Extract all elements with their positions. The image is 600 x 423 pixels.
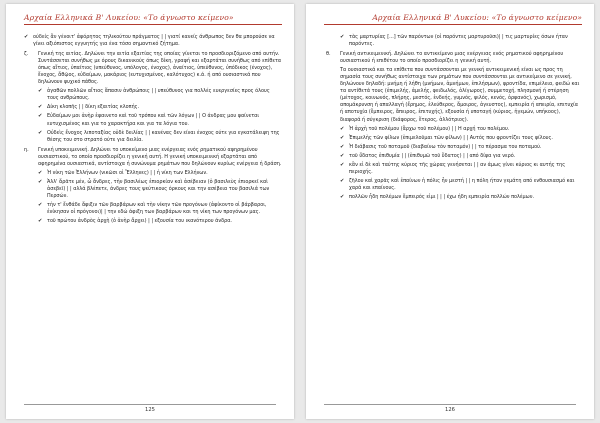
list-item: ✔ Δίκη κλοπῆς | | δίκη εξαιτίας κλοπής. bbox=[38, 104, 140, 111]
left-page-body bbox=[24, 34, 282, 227]
check-bullet-icon: ✔ bbox=[340, 143, 345, 150]
check-bullet-icon: ✔ bbox=[38, 129, 43, 136]
list-item: ✔ ἀγαθῶν πολλῶν αἴτιος ἅπασιν ἀνθρώποις | | υπεύθυνος για πολλές ευεργεσίες προς όλους τους ανθρώπους. bbox=[38, 88, 270, 102]
check-bullet-icon: ✔ bbox=[340, 125, 345, 132]
list-item: ✔ πολλῶν ἦδη πολέμων ἔμπειρός εἰμι | | | έχω ήδη εμπειρία πολλών πολέμων. bbox=[340, 193, 535, 200]
section-i-examples bbox=[24, 170, 282, 225]
section-i: η. Γενική υποκειμενική. Δηλώνει το υποκείμενο μιας ενέργειας ενός ρηματικού αφηρημένου ουσιαστικού, το οποίο προσδιορίζει η γενική αυτή. Η γενική υποκειμενική εξαρτάται από αφηρημένα ουσιαστικά, αντίστοιχα ή συνώνυμα ρημάτων που δηλώνουν κυρίως ενέργεια ή δράση. bbox=[24, 146, 282, 167]
page-number: 126 bbox=[324, 404, 576, 413]
list-item: ✔ Ἡ νίκη τῶν Ἑλλήνων (νικῶσι οἱ Ἕλληνες) | | ἡ νίκη των Ελλήνων. bbox=[38, 169, 208, 176]
check-bullet-icon: ✔ bbox=[340, 177, 345, 184]
check-bullet-icon: ✔ bbox=[340, 193, 345, 200]
list-item: ✔ τὴν τ' ἔνθάδε ἄφιξιν τῶν βαρβάρων καὶ τὴν νίκην τῶν προγόνων (ἀφίκοντο οἱ βάρβαροι, ἐνίκησαν οἱ πρόγονοι)| | την εδώ άφιξη των βαρβάρων και τη νίκη των προγόνων μας. bbox=[38, 201, 267, 216]
section-z: ζ. Γενική της αιτίας. Δηλώνει την αιτία εξαιτίας της οποίας γίνεται το προσδιοριζόμενο από αυτήν. Συντάσσεται συνήθως με όρους δικανικούς όπως δίκη, γραφή και εξαρτάται συνήθως από επίθετα όπως αἴτιος, ὑπαίτιος (υπεύθυνος, υπόλογος, ένοχος), ἀναίτιος, ὑπεύθυνος, ὑπόδικος (ένοχος), ἔνοχος, ἄθῷος, εὐδαίμων, μακάριος (ευτυχισμένος, καλότυχος) κ.ά. ή από ουσιαστικά που δηλώνουν ψυχικό πάθος. bbox=[24, 51, 282, 86]
check-bullet-icon: ✔ bbox=[340, 161, 345, 168]
list-item: ✔ κἂν εἰ δὲ καὶ ταύτης κύριος τῆς χώρας γενήσεται | | αν άμως γίνει κύριος κι αυτής της περιοχής. bbox=[340, 161, 566, 175]
check-bullet-icon: ✔ bbox=[340, 134, 345, 141]
check-bullet-icon: ✔ bbox=[340, 152, 345, 159]
check-bullet-icon: ✔ bbox=[38, 104, 43, 111]
check-bullet-icon: ✔ bbox=[38, 113, 43, 120]
check-bullet-icon: ✔ bbox=[38, 169, 43, 176]
list-item: ✔ Ἀλλ' ἄρᾶτε μέν, ὦ ἄνδρες, τὴν βασιλέως ἐπιορκίαν καὶ ἀσέβειαν (ὁ βασιλεὺς ἐπιορκεῖ καὶ ἀσεβεῖ) | | αλλά βλέπετε, άνδρες τους ψεύτικους όρκους και την ασέβεια του βασιλιά των Περσών. bbox=[38, 178, 270, 199]
check-bullet-icon: ✔ bbox=[38, 178, 43, 185]
list-item: ✔ Οὐδεὶς ἔνοχος λιποταξίας οὐδὲ δειλίας | | κανένας δεν είναι ένοχος ούτε για εγκατάλειψη της θέσης του στο στρατό ούτε για δειλία. bbox=[38, 129, 280, 143]
check-bullet-icon: ✔ bbox=[24, 34, 29, 40]
right-page bbox=[306, 4, 594, 419]
list-item: ✔ ζῆλου καὶ χαρᾶς καὶ ἐπαίνων ἡ πόλις ἦν μεστή | | η πόλη ήταν γεμάτη από ενθουσιασμό και χαρά και επαίνους. bbox=[340, 177, 575, 191]
list-item: ✔ τοῦ ὕδατος ἐπιθυμία | | (ἐπιθυμῶ τοῦ ὕδατος) | | από δίψα για νερό. bbox=[340, 152, 516, 159]
section-z-examples bbox=[24, 88, 282, 143]
check-bullet-icon: ✔ bbox=[340, 34, 345, 40]
check-bullet-icon: ✔ bbox=[38, 201, 43, 208]
section-th: θ. Γενική αντικειμενική. Δηλώνει το αντικείμενο μιας ενέργειας ενός ρηματικού αφηρημένου ουσιαστικού ή επιθέτου το οποίο προσδιορίζει η γενική αυτή. bbox=[326, 51, 564, 65]
page-number: 125 bbox=[24, 404, 276, 413]
list-item: ✔ Εὐδαίμων μοι ἀνὴρ ἐφαινετο καὶ τοῦ τρόπου καὶ τῶν λόγων | | Ο άνδρας μου φαίνεται ευτυχισμένος και για το χαρακτήρα και για τα λόγια του. bbox=[38, 113, 260, 127]
check-bullet-icon: ✔ bbox=[38, 218, 43, 225]
right-page-body bbox=[326, 34, 582, 203]
list-item: ✔ τὰς μαρτυρίας [...] τῶν παρόντων (οἱ παρόντες μαρτυροῦσι)| | τις μαρτυρίες όσων ήταν παρόντες. bbox=[340, 34, 568, 48]
section-th-paragraph: Τα ουσιαστικά και τα επίθετα που συντάσσονται με γενική αντικειμενική είναι ως προς τη σημασία τους συνήθως αντίστοιχα των ρημάτων που συντάσσονται με αντικείμενο σε γενική, δηλώνουν δηλαδή: μνήμη ή λήθη (μνήμων, ἀμνήμων, ἐπιλήσμων), φροντίδα, επιμέλεια, φειδώ και τα αντίθετά τους (ἐπιμελής, ἀμελής, φειδωλός, ὀλίγωρος), συμμετοχή, πλησμονή ή στέρηση (μέτοχος, κοινωνός, πλήρης, μεστός, ἐνδεής, γυμνός, ψιλός, κενός, ὀρφανός), χωρισμό, απομάκρυνση ή απαλλαγή (ἔρημος, ἐλεύθερος, ἄμοιρος, ἀγευστος), εμπειρία ή απειρία, επιτυχία ή αποτυχία (ἔμπειρος, ἄπειρος, ἐπιτυχής), εξουσία ή υποταγή (κύριος, ἡγεμών, υπήκοος), διαφορά ή σύγκριση (διάφορος, ἕτερος, ἀλλότριος). bbox=[340, 67, 580, 123]
list-item: ✔ ούδείς ἂν γένοιτ' ἀφόρητος τηλικούτου πράγματος | | γιατί κανείς άνθρωπος δεν θα μπορούσε να γίνει αξιόπιστος εγγυητής για ένα τόσο σημαντικό ζήτημα. bbox=[24, 34, 275, 48]
list-item: ✔ Ἐπιμελὴς τῶν φίλων (ἐπιμελοῦμαι τῶν φίλων) | | Αυτός που φροντίζει τους φίλους. bbox=[340, 134, 553, 141]
check-bullet-icon: ✔ bbox=[38, 88, 43, 95]
list-item: ✔ τοῦ πρώτου ἀνδρὸς ἀρχὴ (ὁ ἀνὴρ ἄρχει) | | εξουσία του ικανότερου άνδρα. bbox=[38, 218, 232, 225]
running-header-right: Αρχαία Ελληνικά Β' Λυκείου: «Το άγνωστο κείμενο» bbox=[324, 13, 582, 25]
running-header-left: Αρχαία Ελληνικά Β' Λυκείου: «Το άγνωστο κείμενο» bbox=[24, 13, 282, 25]
left-page bbox=[6, 4, 294, 419]
list-item: ✔ Ἡ ἀρχὴ τοῦ πολέμου (ἄρχω τοῦ πολέμου) | | Η αρχή του πολέμου. bbox=[340, 125, 510, 132]
section-th-examples bbox=[326, 126, 582, 201]
list-item: ✔ Ἡ διάβασις τοῦ ποταμοῦ (διαβαίνω τὸν ποταμόν) | | το πέρασμα του ποταμού. bbox=[340, 143, 542, 150]
